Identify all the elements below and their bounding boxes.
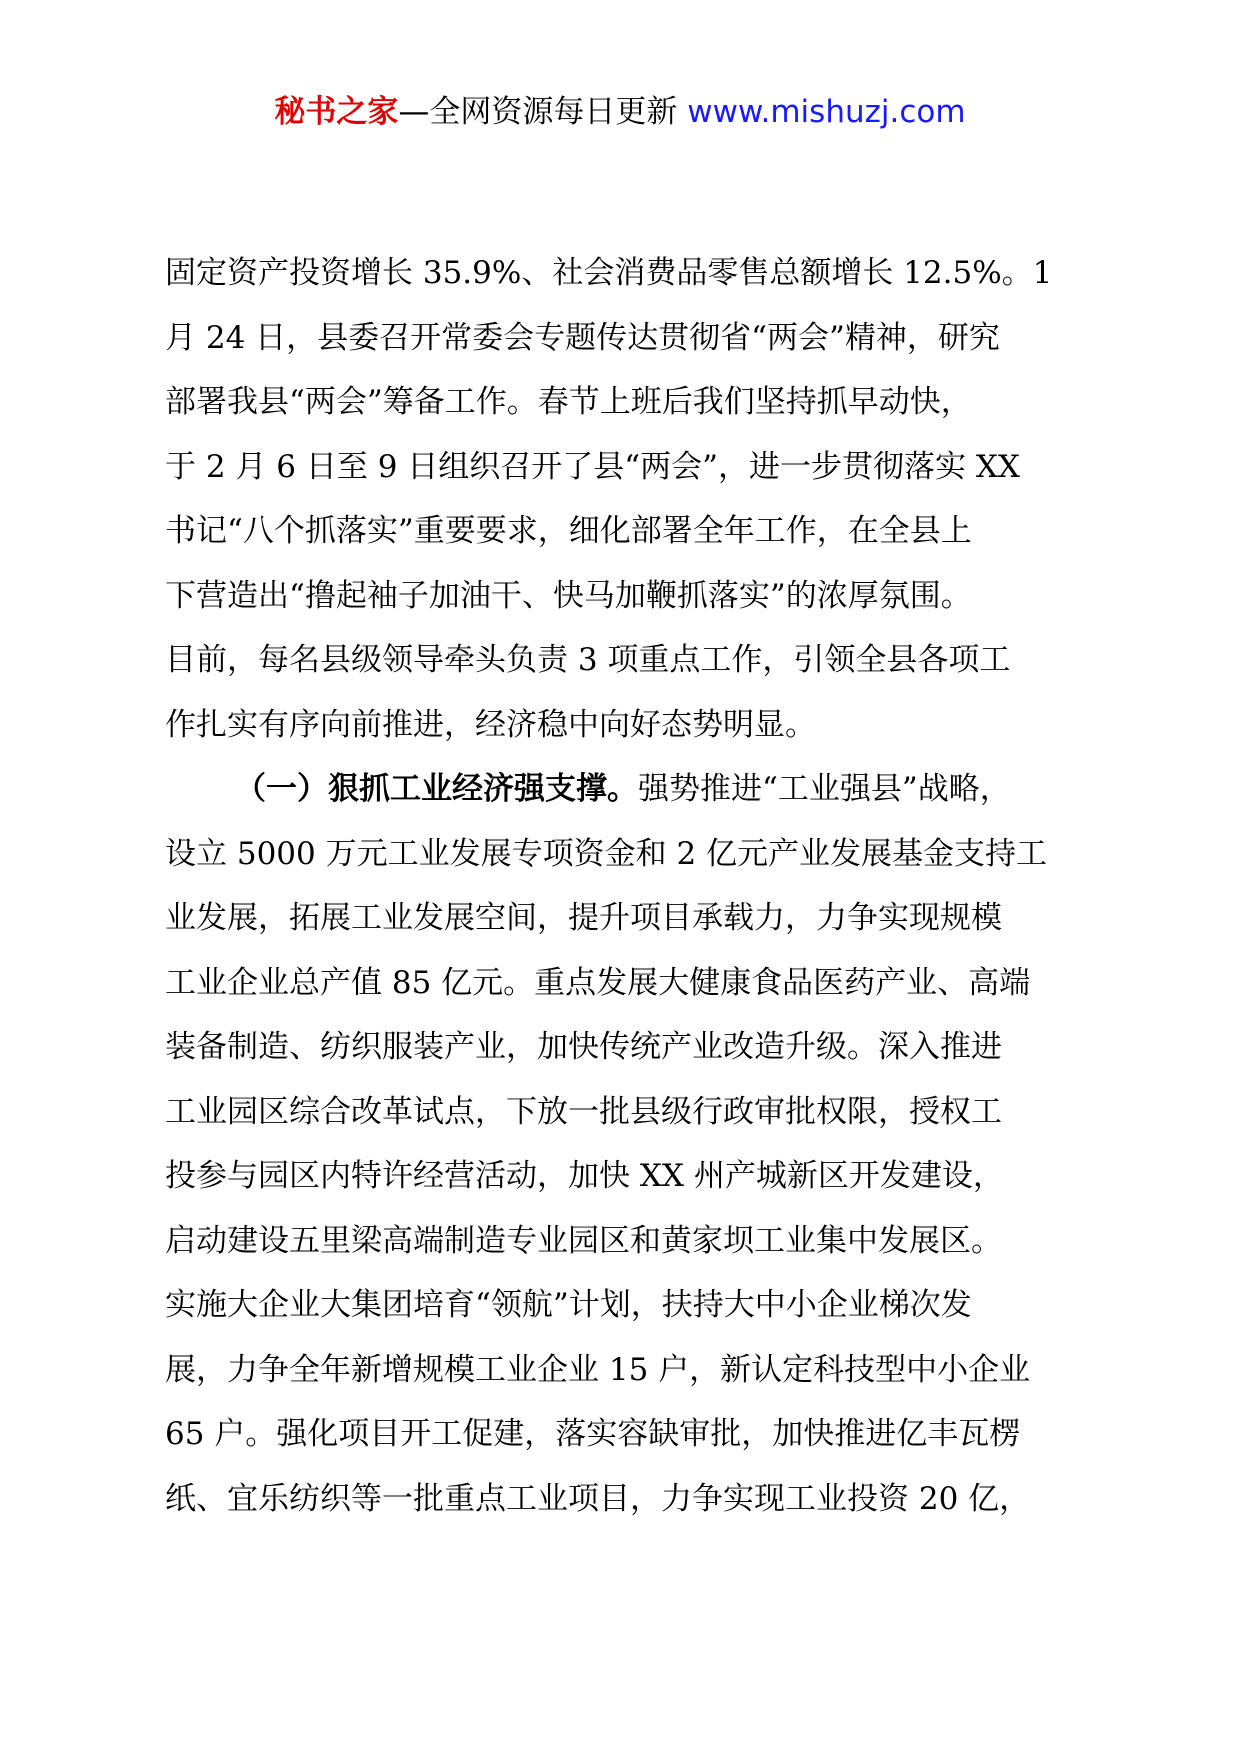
section-line: 投参与园区内特许经营活动，加快 XX 州产城新区开发建设，: [165, 1158, 1004, 1194]
section-line: 展，力争全年新增规模工业企业 15 户，新认定科技型中小企业: [165, 1351, 1031, 1388]
body-line: 目前，每名县级领导牵头负责 3 项重点工作，引领全县各项工: [165, 642, 1011, 678]
site-tagline: —全网资源每日更新: [398, 94, 688, 130]
body-line: 下营造出“撸起袖子加油干、快马加鞭抓落实”的浓厚氛围。: [165, 577, 972, 614]
body-line: 作扎实有序向前推进，经济稳中向好态势明显。: [165, 706, 816, 743]
body-line: 于 2 月 6 日至 9 日组织召开了县“两会”，进一步贯彻落实 XX: [165, 448, 1020, 485]
section-line: 纸、宜乐纺织等一批重点工业项目，力争实现工业投资 20 亿，: [165, 1480, 1031, 1517]
section-line: 设立 5000 万元工业发展专项资金和 2 亿元产业发展基金支持工: [165, 835, 1048, 872]
site-brand: 秘书之家: [274, 94, 399, 130]
body-line: 固定资产投资增长 35.9%、社会消费品零售总额增长 12.5%。1: [165, 255, 1053, 291]
body-line: 月 24 日，县委召开常委会专题传达贯彻省“两会”精神，研究: [165, 319, 1000, 356]
body-line: 书记“八个抓落实”重要要求，细化部署全年工作，在全县上: [165, 513, 972, 549]
site-header: [0, 92, 1240, 132]
document-body: [165, 241, 1085, 1531]
section-heading: （一）狠抓工业经济强支撑。: [235, 771, 638, 807]
site-url-link[interactable]: www.mishuzj.com: [687, 94, 966, 130]
section-line: 工业企业总产值 85 亿元。重点发展大健康食品医药产业、高端: [165, 964, 1031, 1001]
section-first-line-text: 强势推进“工业强县”战略，: [638, 771, 1011, 807]
section-line: 启动建设五里梁高端制造专业园区和黄家坝工业集中发展区。: [165, 1222, 1002, 1259]
section-line: 装备制造、纺织服装产业，加快传统产业改造升级。深入推进: [165, 1029, 1002, 1065]
section-line: 业发展，拓展工业发展空间，提升项目承载力，力争实现规模: [165, 900, 1002, 936]
section-line: 实施大企业大集团培育“领航”计划，扶持大中小企业梯次发: [165, 1287, 972, 1323]
section-line: 65 户。强化项目开工促建，落实容缺审批，加快推进亿丰瓦楞: [165, 1416, 1021, 1452]
section-line: 工业园区综合改革试点，下放一批县级行政审批权限，授权工: [165, 1093, 1002, 1130]
body-line: 部署我县“两会”筹备工作。春节上班后我们坚持抓早动快，: [165, 384, 972, 420]
section-first-line: [165, 757, 1085, 822]
